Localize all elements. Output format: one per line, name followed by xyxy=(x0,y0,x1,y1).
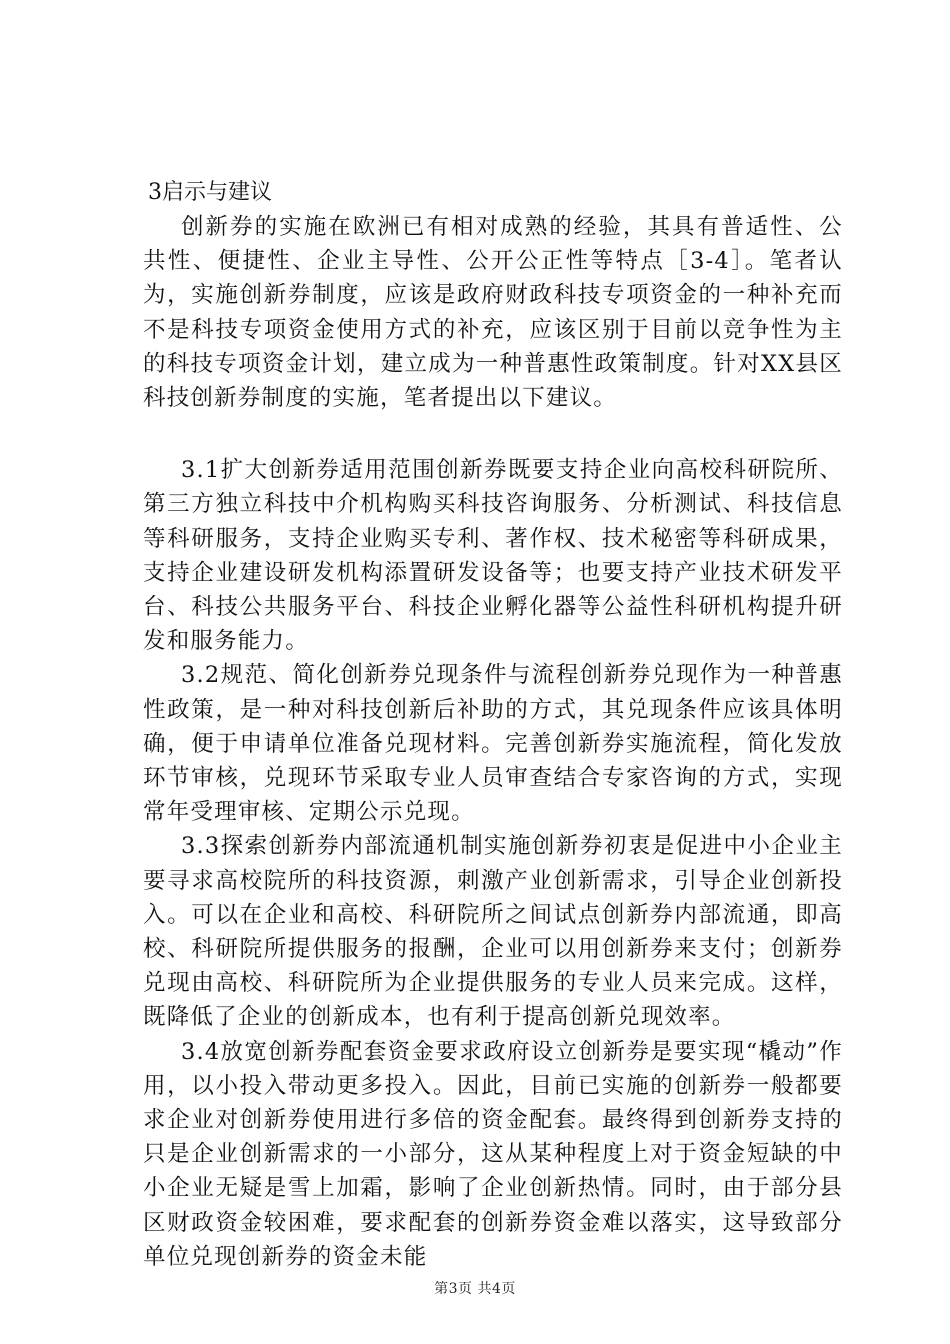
page-number-footer: 第3页 共4页 xyxy=(434,1281,516,1297)
paragraph-3-3: 3.3探索创新券内部流通机制实施创新券初衷是促进中小企业主要寻求高校院所的科技资源，刺激产业创新需求，引导企业创新投入。可以在企业和高校、科研院所之间试点创新券内部流通，即高校、科研院所提供服务的报酬，企业可以用创新券来支付；创新券兑现由高校、科研院所为企业提供服务的专业人员来完成。这样，既降低了企业的创新成本，也有利于提高创新兑现效率。 xyxy=(143,833,843,1031)
paragraph-gap xyxy=(143,415,843,453)
section-heading: 3启示与建议 xyxy=(148,180,272,205)
paragraph-3-2: 3.2规范、简化创新券兑现条件与流程创新券兑现作为一种普惠性政策，是一种对科技创新后补助的方式，其兑现条件应该具体明确，便于申请单位准备兑现材料。完善创新券实施流程，简化发放环节审核，兑现环节采取专业人员审查结合专家咨询的方式，实现常年受理审核、定期公示兑现。 xyxy=(143,662,843,826)
document-body xyxy=(143,176,843,1274)
intro-paragraph: 创新券的实施在欧洲已有相对成熟的经验，其具有普适性、公共性、便捷性、企业主导性、公开公正性等特点［3-4］。笔者认为，实施创新券制度，应该是政府财政科技专项资金的一种补充而不是科技专项资金使用方式的补充，应该区别于目前以竞争性为主的科技专项资金计划，建立成为一种普惠性政策制度。针对XX县区科技创新券制度的实施，笔者提出以下建议。 xyxy=(143,214,843,412)
paragraph-3-1: 3.1扩大创新券适用范围创新券既要支持企业向高校科研院所、第三方独立科技中介机构购买科技咨询服务、分析测试、科技信息等科研服务，支持企业购买专利、著作权、技术秘密等科研成果，支持企业建设研发机构添置研发设备等；也要支持产业技术研发平台、科技公共服务平台、科技企业孵化器等公益性科研机构提升研发和服务能力。 xyxy=(143,457,843,655)
paragraph-3-4: 3.4放宽创新券配套资金要求政府设立创新券是要实现“橇动”作用，以小投入带动更多投入。因此，目前已实施的创新券一般都要求企业对创新券使用进行多倍的资金配套。最终得到创新券支持的只是企业创新需求的一小部分，这从某种程度上对于资金短缺的中小企业无疑是雪上加霜，影响了企业创新热情。同时，由于部分县区财政资金较困难，要求配套的创新券资金难以落实，这导致部分单位兑现创新券的资金未能 xyxy=(143,1038,843,1270)
